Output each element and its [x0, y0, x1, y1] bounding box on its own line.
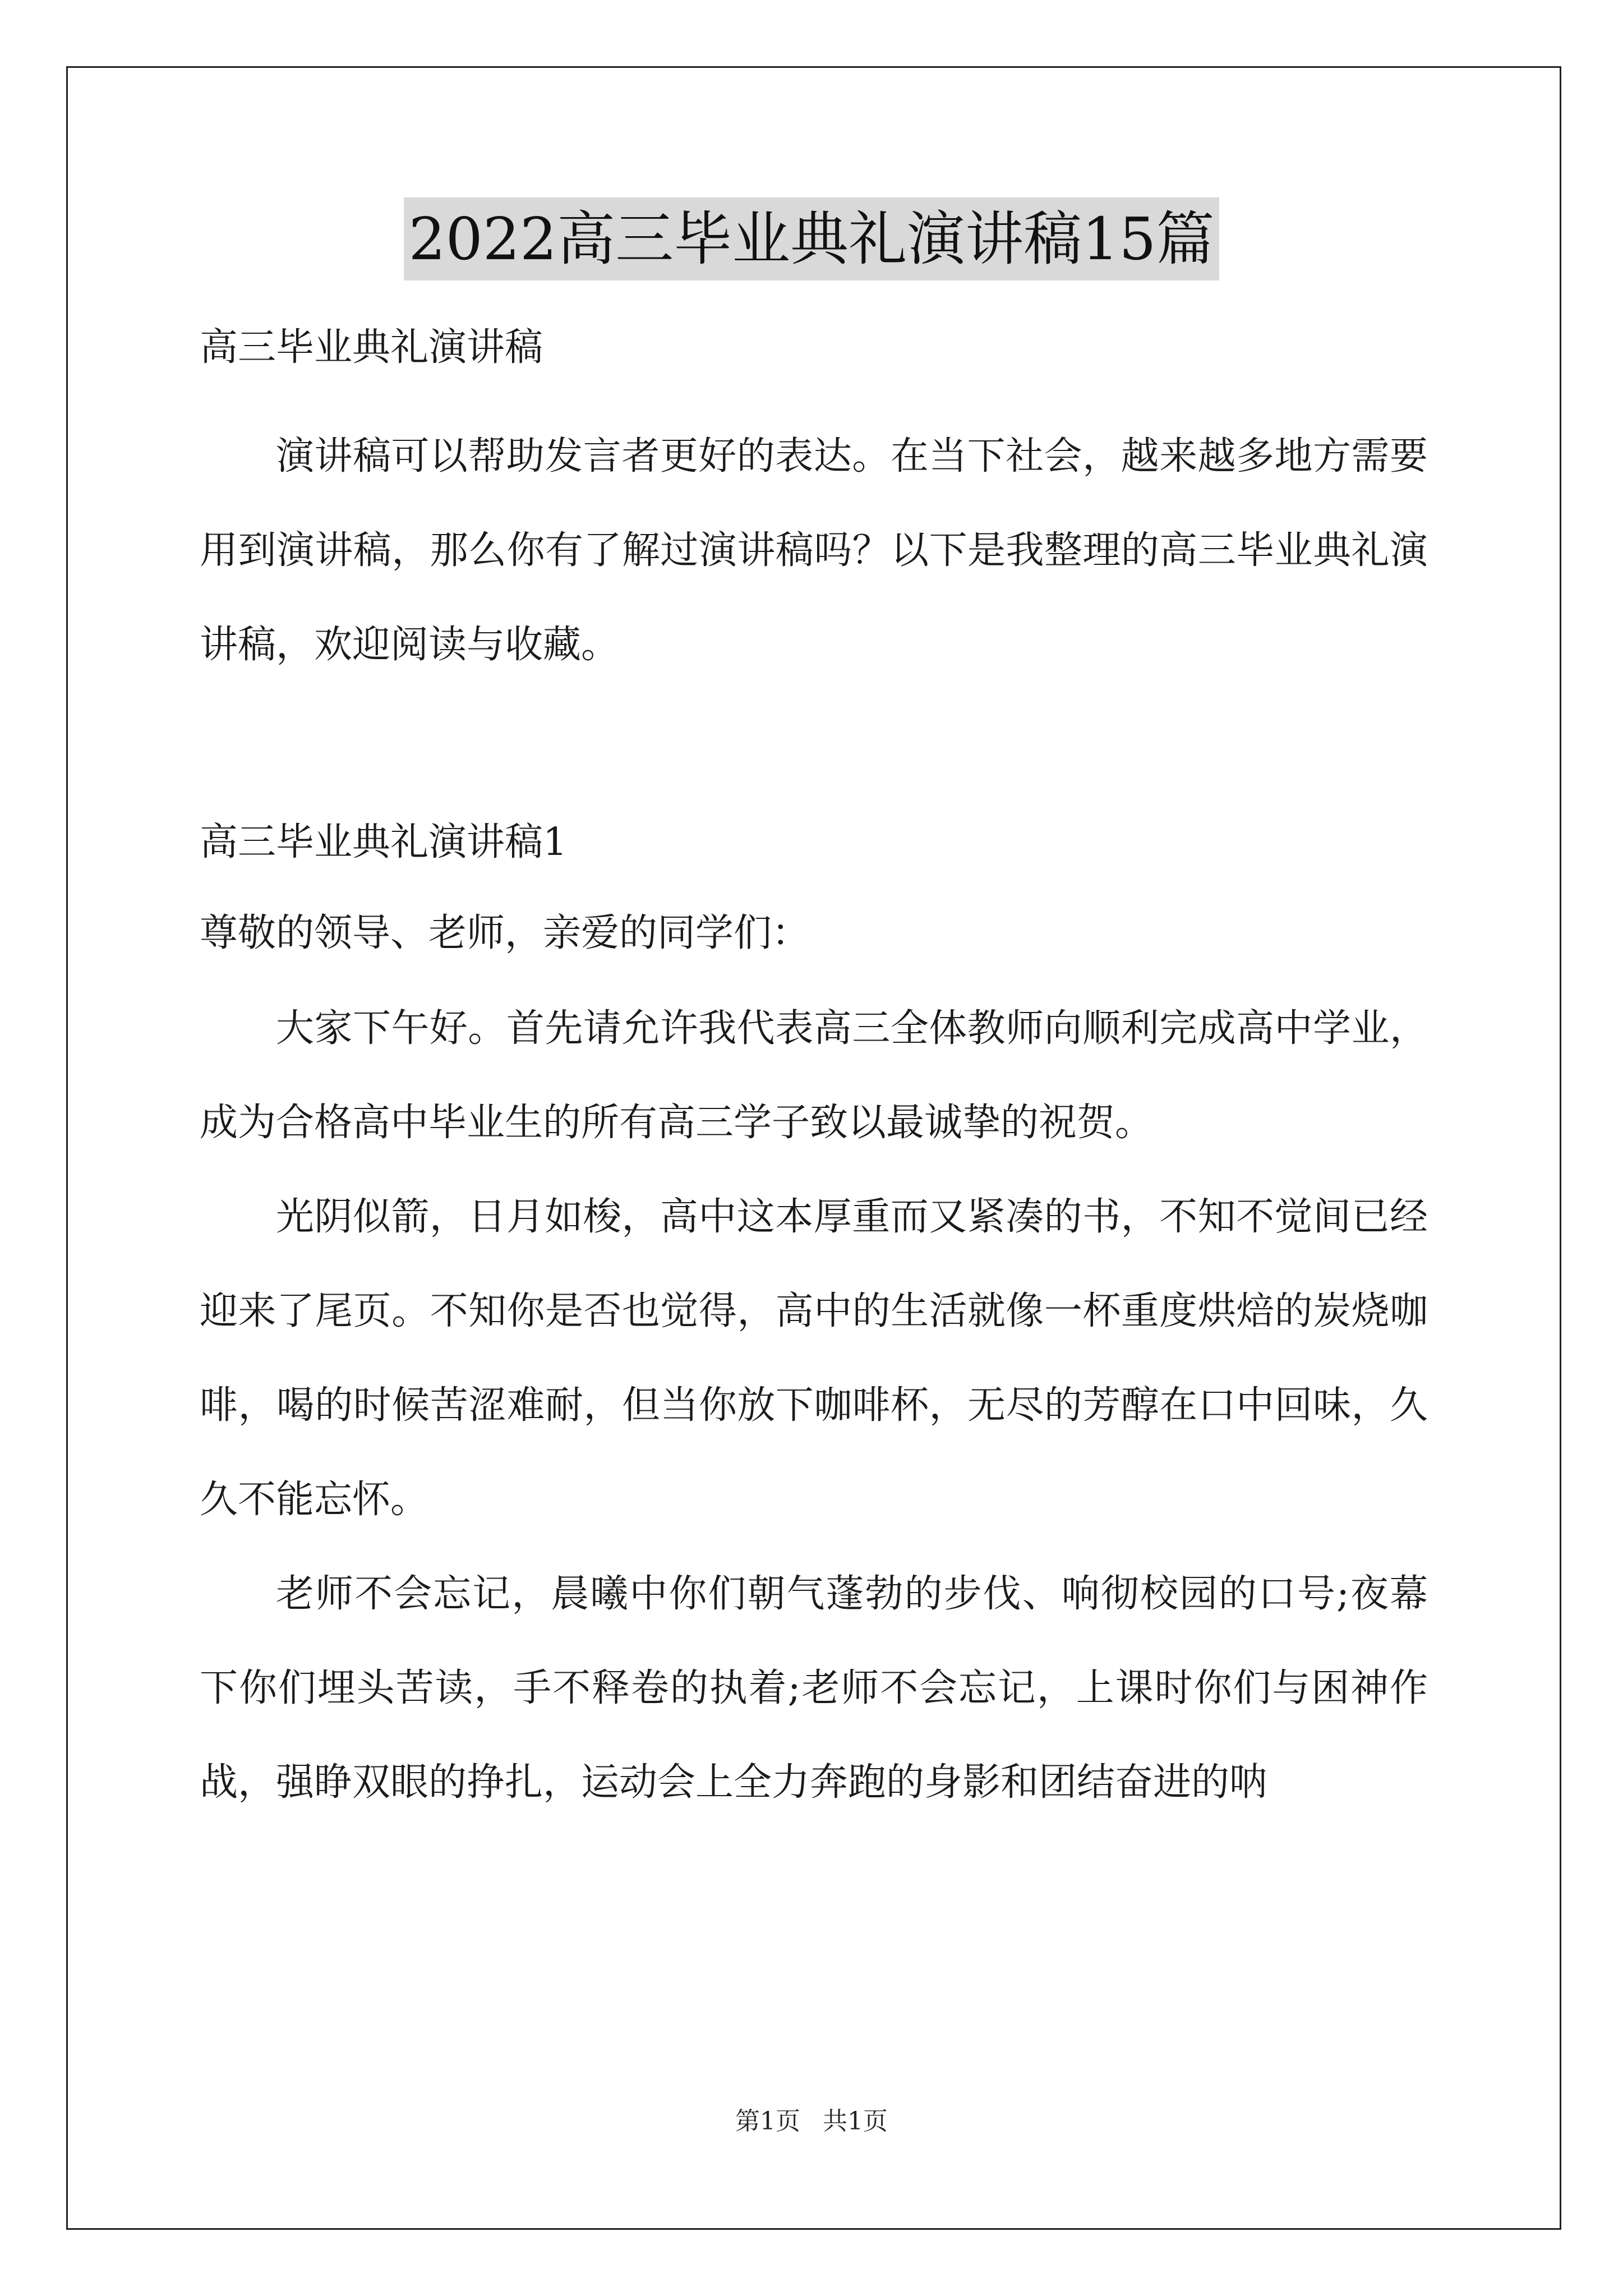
page-footer [0, 2105, 1623, 2138]
subheading: 高三毕业典礼演讲稿 [200, 325, 543, 370]
body-paragraph: 老师不会忘记，晨曦中你们朝气蓬勃的步伐、响彻校园的口号;夜幕下你们埋头苦读，手不释卷的执着;老师不会忘记，上课时你们与困神作战，强睁双眼的挣扎，运动会上全力奔跑的身影和团结奋进的呐 [200, 1572, 1428, 1805]
page-total: 共1页 [823, 2107, 888, 2136]
section-heading: 高三毕业典礼演讲稿1 [200, 820, 568, 864]
document-title: 2022高三毕业典礼演讲稿15篇 [404, 197, 1219, 280]
document-body [200, 315, 1428, 1830]
body-paragraph: 大家下午好。首先请允许我代表高三全体教师向顺利完成高中学业，成为合格高中毕业生的所有高三学子致以最诚挚的祝贺。 [200, 1006, 1428, 1145]
body-paragraph: 光阴似箭，日月如梭，高中这本厚重而又紧凑的书，不知不觉间已经迎来了尾页。不知你是否也觉得，高中的生活就像一杯重度烘焙的炭烧咖啡，喝的时候苦涩难耐，但当你放下咖啡杯，无尽的芳醇在口中回味，久久不能忘怀。 [200, 1195, 1428, 1522]
intro-paragraph: 演讲稿可以帮助发言者更好的表达。在当下社会，越来越多地方需要用到演讲稿，那么你有了解过演讲稿吗？以下是我整理的高三毕业典礼演讲稿，欢迎阅读与收藏。 [200, 434, 1428, 667]
page-number: 第1页 [735, 2107, 800, 2136]
title-area [0, 197, 1623, 280]
salutation: 尊敬的领导、老师，亲爱的同学们： [200, 911, 810, 955]
